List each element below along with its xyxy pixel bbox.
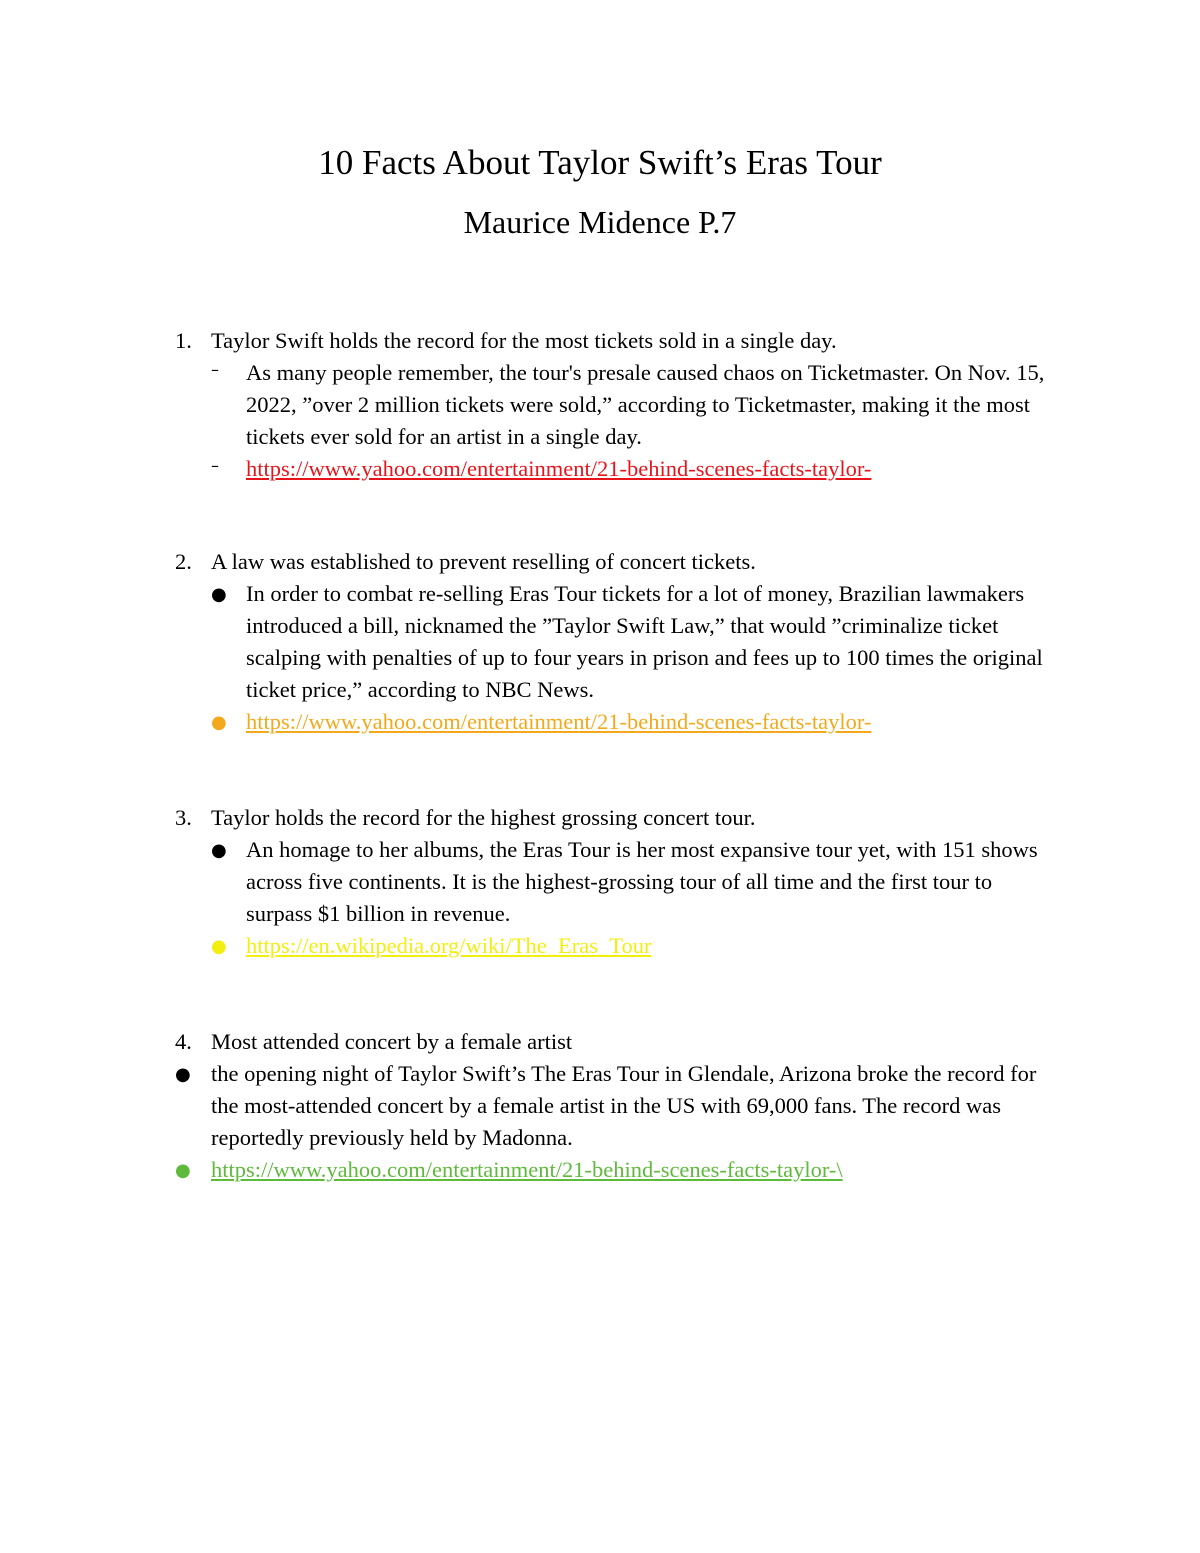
fact-heading: Taylor holds the record for the highest grossing concert tour. — [211, 805, 756, 830]
fact-detail: In order to combat re-selling Eras Tour tickets for a lot of money, Brazilian lawmakers introduced a bill, nicknamed the ”Taylor Swift Law,” that would ”criminalize ticket scalping with penalties of up to four years in prison and fees up to 100 times the original ticket price,” according to NBC News. — [246, 581, 1043, 702]
fact-heading: Taylor Swift holds the record for the most tickets sold in a single day. — [211, 328, 837, 353]
source-link[interactable]: https://www.yahoo.com/entertainment/21-behind-scenes-facts-taylor- — [246, 709, 872, 734]
dash-marker: – — [211, 360, 219, 379]
bullet-marker: ● — [175, 1160, 191, 1181]
bullet-marker: ● — [211, 936, 227, 957]
fact-detail: As many people remember, the tour's presale caused chaos on Ticketmaster. On Nov. 15, 2022, ”over 2 million tickets were sold,” according to Ticketmaster, making it the most tickets ever sold for an artist in a single day. — [246, 360, 1045, 449]
author-line: Maurice Midence P.7 — [463, 204, 737, 240]
bullet-marker: ● — [211, 584, 227, 605]
fact-detail: An homage to her albums, the Eras Tour is her most expansive tour yet, with 151 shows across five continents. It is the highest-grossing tour of all time and the first tour to surpass $1 billion in revenue. — [246, 837, 1038, 926]
bullet-marker: ● — [175, 1064, 191, 1085]
fact-detail: the opening night of Taylor Swift’s The Eras Tour in Glendale, Arizona broke the record for the most-attended concert by a female artist in the US with 69,000 fans. The record was reportedly previously held by Madonna. — [211, 1061, 1037, 1150]
fact-number: 3. — [175, 805, 192, 830]
bullet-marker: ● — [211, 840, 227, 861]
source-link[interactable]: https://www.yahoo.com/entertainment/21-behind-scenes-facts-taylor-\ — [211, 1157, 843, 1182]
dash-marker: – — [211, 456, 219, 475]
bullet-marker: ● — [211, 712, 227, 733]
source-link[interactable]: https://www.yahoo.com/entertainment/21-behind-scenes-facts-taylor- — [246, 456, 872, 481]
fact-heading: Most attended concert by a female artist — [211, 1029, 573, 1054]
fact-number: 1. — [175, 328, 192, 353]
fact-number: 2. — [175, 549, 192, 574]
document-title: 10 Facts About Taylor Swift’s Eras Tour — [318, 143, 882, 182]
source-link[interactable]: https://en.wikipedia.org/wiki/The_Eras_Tour — [246, 933, 652, 958]
fact-number: 4. — [175, 1029, 192, 1054]
fact-heading: A law was established to prevent reselling of concert tickets. — [211, 549, 756, 574]
